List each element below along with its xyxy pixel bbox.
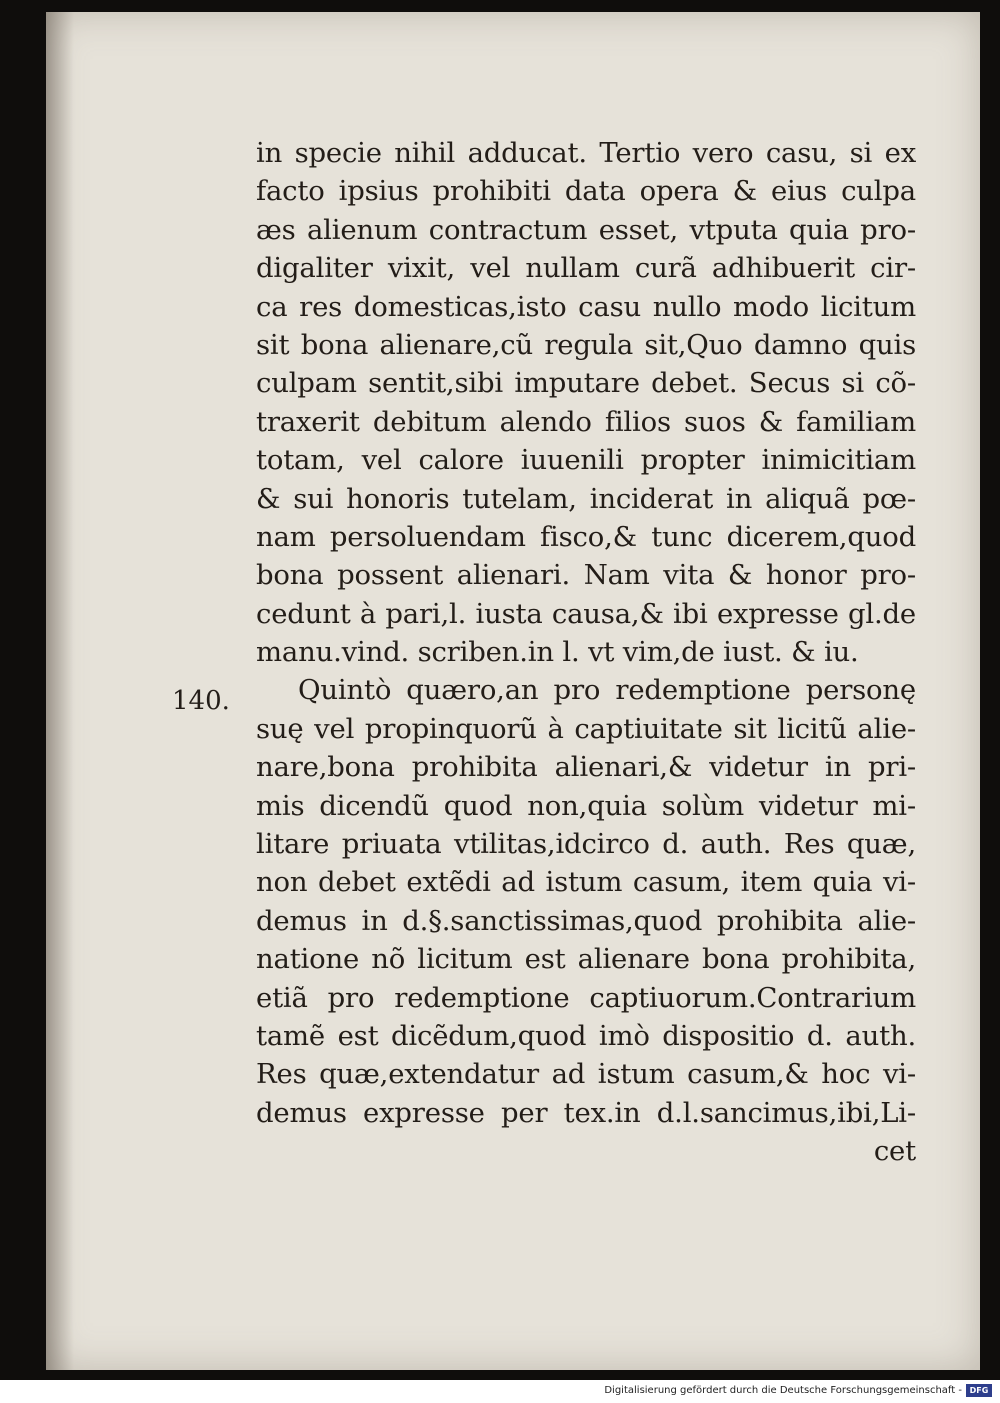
text-line: nare,bona prohibita alienari,& videtur in pri- bbox=[256, 751, 916, 784]
paragraph-start-line: Quintò quæro,an pro redemptione personę bbox=[298, 674, 916, 707]
text-line: æs alienum contractum esset, vtputa quia pro- bbox=[256, 213, 916, 246]
text-line: suę vel propinquorũ à captiuitate sit licitũ alie- bbox=[256, 712, 916, 745]
text-line: bona possent alienari. Nam vita & honor pro- bbox=[256, 559, 916, 592]
dfg-logo: DFG bbox=[966, 1384, 992, 1397]
text-line: litare priuata vtilitas,idcirco d. auth. Res quæ, bbox=[256, 828, 916, 861]
text-line: & sui honoris tutelam, inciderat in aliquã pœ- bbox=[256, 482, 916, 515]
text-line: non debet extẽdi ad istum casum, item quia vi- bbox=[256, 866, 916, 899]
text-line: nam persoluendam fisco,& tunc dicerem,quod bbox=[256, 520, 916, 553]
text-line: demus expresse per tex.in d.l.sancimus,ibi,Li- bbox=[256, 1096, 916, 1129]
text-line: Res quæ,extendatur ad istum casum,& hoc vi- bbox=[256, 1058, 916, 1091]
text-line: cedunt à pari,l. iusta causa,& ibi expresse gl.de bbox=[256, 597, 916, 630]
text-line: mis dicendũ quod non,quia solùm videtur mi- bbox=[256, 789, 916, 822]
text-line: digaliter vixit, vel nullam curã adhibuerit cir- bbox=[256, 252, 916, 285]
text-line: etiã pro redemptione captiuorum.Contrarium bbox=[256, 981, 916, 1014]
text-line: tamẽ est dicẽdum,quod imò dispositio d. auth. bbox=[256, 1019, 916, 1052]
footer-bar bbox=[0, 1380, 1000, 1403]
text-line: in specie nihil adducat. Tertio vero casu, si ex bbox=[256, 137, 916, 169]
text-line: totam, vel calore iuuenili propter inimicitiam bbox=[256, 444, 916, 477]
text-line: culpam sentit,sibi imputare debet. Secus si cõ- bbox=[256, 367, 916, 400]
catchword: cet bbox=[873, 1135, 916, 1168]
text-line: manu.vind. scriben.in l. vt vim,de iust. & iu. bbox=[256, 636, 859, 669]
page-spine-shadow bbox=[46, 12, 74, 1370]
text-line: demus in d.§.sanctissimas,quod prohibita alie- bbox=[256, 904, 916, 937]
text-block bbox=[256, 134, 916, 1171]
text-line: natione nõ licitum est alienare bona prohibita, bbox=[256, 943, 916, 976]
text-line: facto ipsius prohibiti data opera & eius culpa bbox=[256, 175, 916, 208]
text-line: sit bona alienare,cũ regula sit,Quo damno quis bbox=[256, 328, 916, 361]
footer-credit: Digitalisierung gefördert durch die Deutsche Forschungsgemeinschaft - bbox=[604, 1385, 962, 1396]
text-line: ca res domesticas,isto casu nullo modo licitum bbox=[256, 290, 916, 323]
text-line: traxerit debitum alendo filios suos & familiam bbox=[256, 405, 916, 438]
margin-number: 140. bbox=[172, 686, 230, 716]
